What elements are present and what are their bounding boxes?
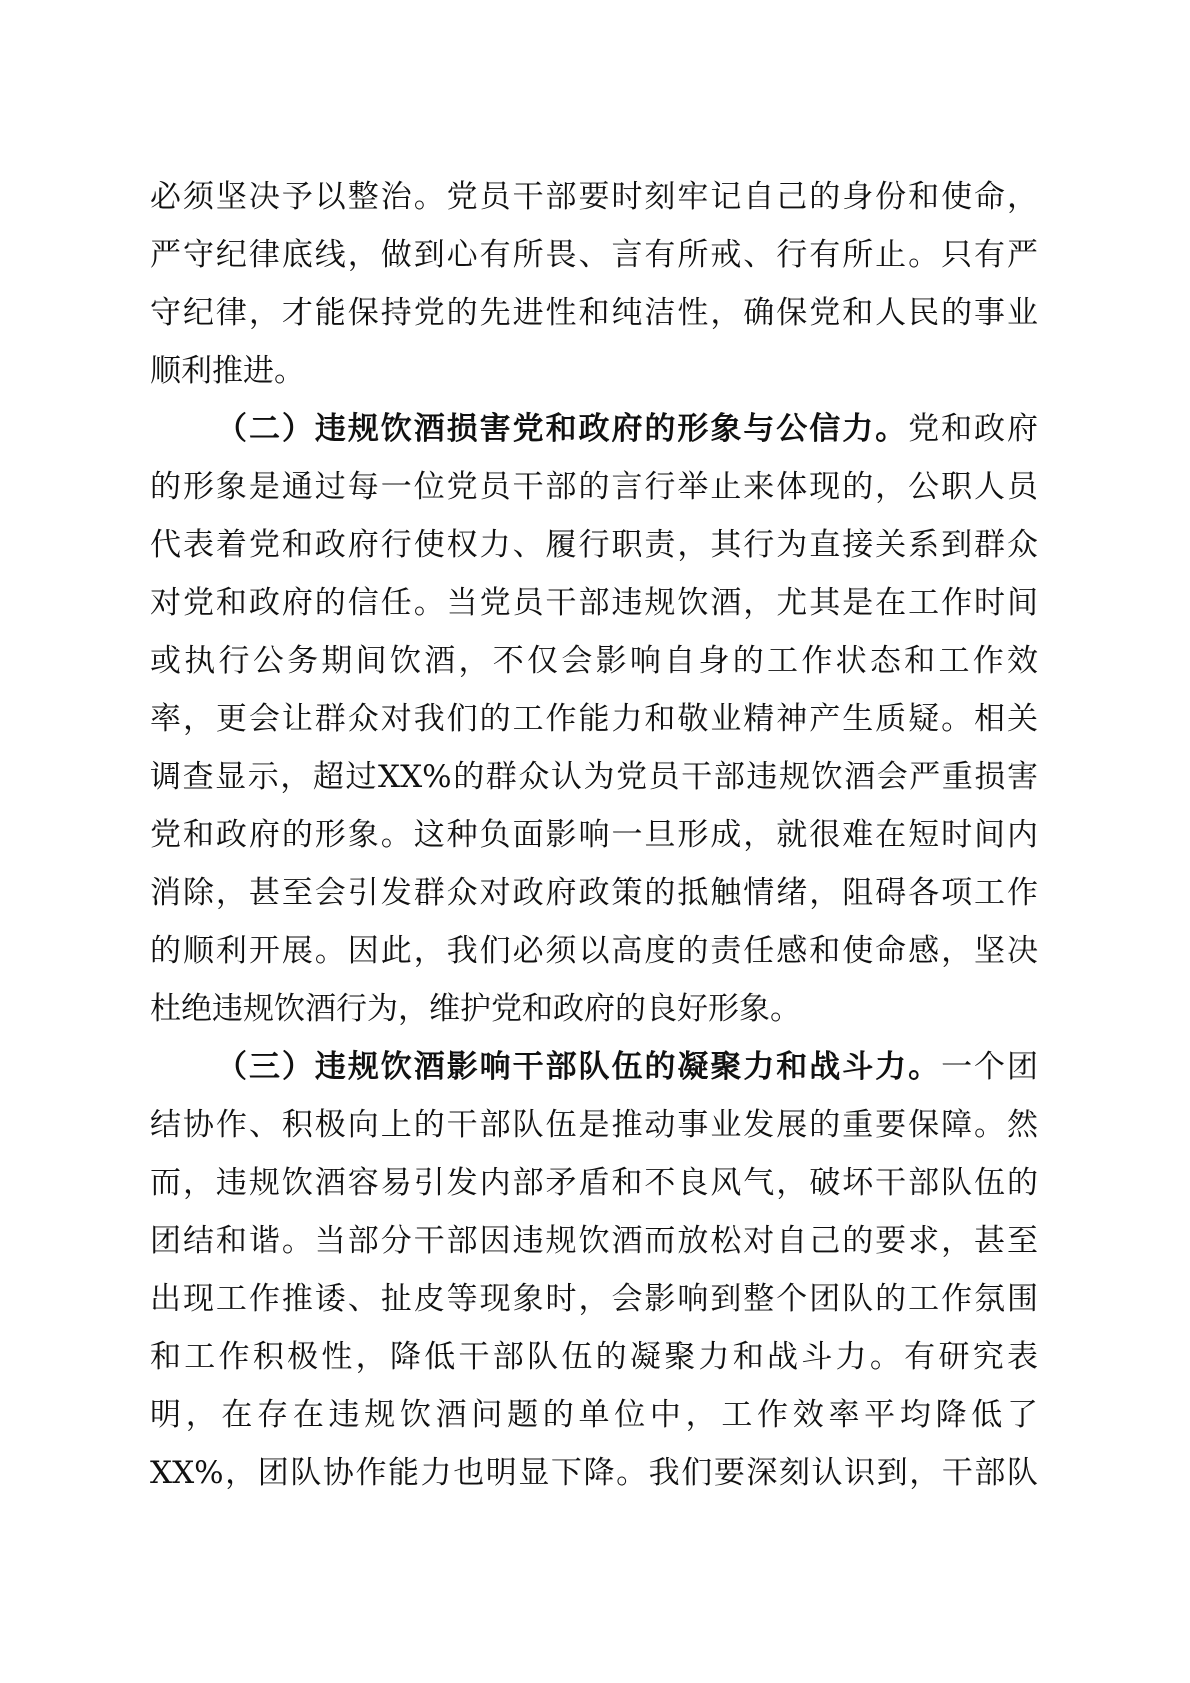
text-line: 率，更会让群众对我们的工作能力和敬业精神产生质疑。相关 <box>150 701 1038 737</box>
text-line: 对党和政府的信任。当党员干部违规饮酒，尤其是在工作时间 <box>150 585 1038 621</box>
document-body <box>150 168 1038 1502</box>
text-line: 守纪律，才能保持党的先进性和纯洁性，确保党和人民的事业 <box>150 295 1038 331</box>
text-line: 消除，甚至会引发群众对政府政策的抵触情绪，阻碍各项工作 <box>150 875 1038 911</box>
text-line: 团结和谐。当部分干部因违规饮酒而放松对自己的要求，甚至 <box>150 1223 1038 1259</box>
section-3-first-line-text: 一个团 <box>941 1049 1038 1085</box>
text-line: 的形象是通过每一位党员干部的言行举止来体现的，公职人员 <box>150 469 1038 505</box>
text-line: 或执行公务期间饮酒，不仅会影响自身的工作状态和工作效 <box>150 643 1038 679</box>
text-line: 党和政府的形象。这种负面影响一旦形成，就很难在短时间内 <box>150 817 1038 853</box>
section-2-first-line-text: 党和政府 <box>908 411 1038 447</box>
text-line: 结协作、积极向上的干部队伍是推动事业发展的重要保障。然 <box>150 1107 1038 1143</box>
section-2-first-line <box>150 400 1038 458</box>
text-line: 的顺利开展。因此，我们必须以高度的责任感和使命感，坚决 <box>150 933 1038 969</box>
section-3-heading: （三）违规饮酒影响干部队伍的凝聚力和战斗力。 <box>216 1049 942 1085</box>
text-line: 调查显示，超过XX%的群众认为党员干部违规饮酒会严重损害 <box>150 759 1038 795</box>
text-line: 顺利推进。 <box>150 353 305 389</box>
text-line: 杜绝违规饮酒行为，维护党和政府的良好形象。 <box>150 991 801 1027</box>
text-line: 严守纪律底线，做到心有所畏、言有所戒、行有所止。只有严 <box>150 237 1038 273</box>
text-line: 出现工作推诿、扯皮等现象时，会影响到整个团队的工作氛围 <box>150 1281 1038 1317</box>
text-line: 代表着党和政府行使权力、履行职责，其行为直接关系到群众 <box>150 527 1038 563</box>
section-3-first-line <box>150 1038 1038 1096</box>
text-line: 必须坚决予以整治。党员干部要时刻牢记自己的身份和使命， <box>150 179 1038 215</box>
text-line: 明，在存在违规饮酒问题的单位中，工作效率平均降低了 <box>150 1397 1038 1433</box>
text-line: 而，违规饮酒容易引发内部矛盾和不良风气，破坏干部队伍的 <box>150 1165 1038 1201</box>
text-line: XX%，团队协作能力也明显下降。我们要深刻认识到，干部队 <box>150 1455 1038 1491</box>
section-2-heading: （二）违规饮酒损害党和政府的形象与公信力。 <box>216 411 909 447</box>
text-line: 和工作积极性，降低干部队伍的凝聚力和战斗力。有研究表 <box>150 1339 1038 1375</box>
